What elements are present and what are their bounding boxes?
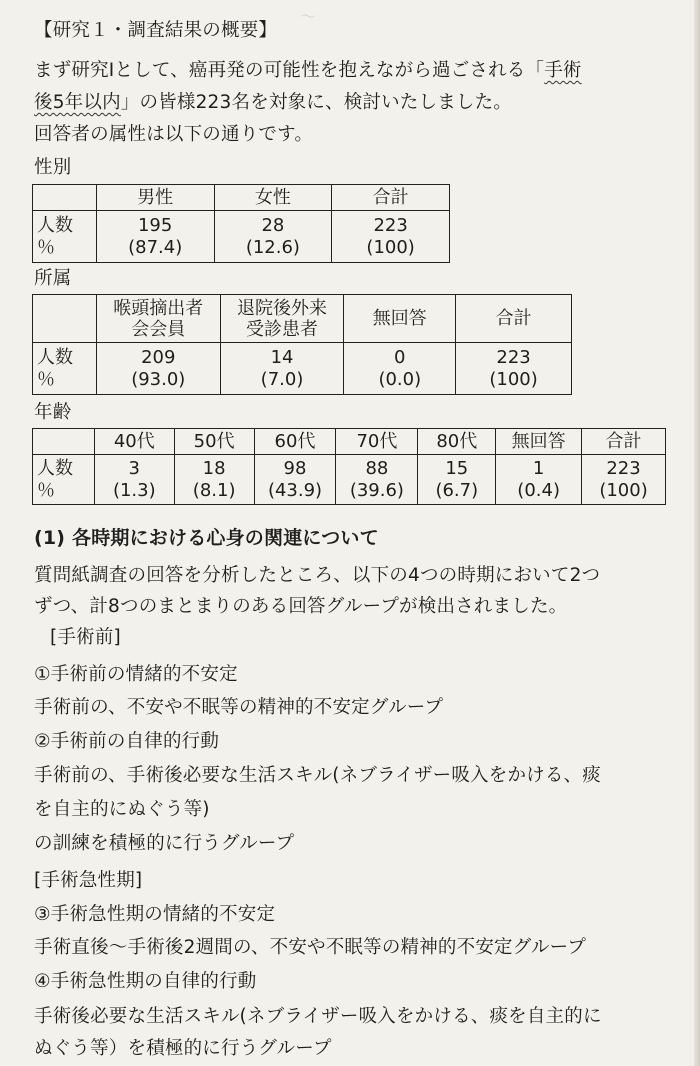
affiliation-total-cell: 223 (100) [456,343,572,395]
affiliation-no-answer-cell: 0 (0.0) [344,343,456,395]
gender-row-labels [33,211,97,263]
affiliation-header-no-answer: 無回答 [344,295,456,343]
affiliation-data-row [33,343,572,395]
pct-label: ％ [37,236,55,258]
count-label: 人数 [37,457,73,479]
gender-header-total: 合計 [332,185,450,211]
age-header-total: 合計 [582,429,666,455]
age-header-row [33,429,666,455]
pre-op-header: [手術前] [50,627,121,648]
age-table [32,428,666,505]
item4-title: ④手術急性期の自律的行動 [34,971,257,992]
affiliation-outpatient-cell: 14 (7.0) [220,343,344,395]
cell-pct: (12.6) [245,236,300,258]
cell-pct: (100) [366,236,415,258]
gender-header-row [33,185,450,211]
item2-description-line-1: 手術前の、手術後必要な生活スキル(ネブライザー吸入をかける、痰 [34,765,601,786]
item3-title: ③手術急性期の情緒的不安定 [34,904,276,925]
age-header-blank [33,429,95,455]
item2-title: ②手術前の自律的行動 [34,731,220,752]
age-label: 年齢 [34,402,72,423]
section1-paragraph-line-1: 質問紙調査の回答を分析したところ、以下の4つの時期において2つ [34,565,601,586]
show-through-text: 〜 [300,7,317,26]
cell-count: 28 [261,214,285,236]
age-header-70s: 70代 [336,429,418,455]
intro-line-3: 回答者の属性は以下の通りです。 [34,124,314,145]
gender-male-cell [96,211,214,263]
gender-data-row [33,211,450,263]
intro-emphasis-2: 後5年以内 [34,92,121,113]
affiliation-association-cell: 209 (93.0) [96,343,220,395]
intro-line-2-text: 」の皆様223名を対象に、検討いたしました。 [120,92,512,113]
item2-description-line-2: を自主的にぬぐう等) [34,799,210,820]
gender-header-male: 男性 [96,185,214,211]
age-40s-cell: 3 (1.3) [94,455,174,505]
age-header-no-answer: 無回答 [496,429,582,455]
gender-label: 性別 [34,157,72,178]
affiliation-row-labels [33,343,97,395]
gender-female-cell [214,211,332,263]
item4-description-line-1: 手術後必要な生活スキル(ネブライザー吸入をかける、痰を自主的に [34,1006,602,1027]
acute-header: [手術急性期] [34,870,143,891]
page-edge-shadow [694,0,700,1066]
affiliation-header-outpatient: 退院後外来 受診患者 [220,295,344,343]
affiliation-header-row [33,295,572,343]
age-80s-cell: 15 (6.7) [418,455,496,505]
age-50s-cell: 18 (8.1) [174,455,254,505]
age-row-labels [33,455,95,505]
age-header-80s: 80代 [418,429,496,455]
age-total-cell: 223 (100) [582,455,666,505]
age-70s-cell: 88 (39.6) [336,455,418,505]
age-header-60s: 60代 [254,429,336,455]
item4-description-line-2: ぬぐう等）を積極的に行うグループ [34,1038,332,1059]
section1-heading: (1) 各時期における心身の関連について [34,527,379,549]
age-60s-cell: 98 (43.9) [254,455,336,505]
item2-description-line-3: の訓練を積極的に行うグループ [34,833,295,854]
section-title: 【研究１・調査結果の概要】 [34,20,278,41]
gender-header-female: 女性 [214,185,332,211]
item3-description: 手術直後～手術後2週間の、不安や不眠等の精神的不安定グループ [34,937,587,958]
item1-description: 手術前の、不安や不眠等の精神的不安定グループ [34,697,444,718]
cell-pct: (87.4) [128,236,183,258]
age-data-row [33,455,666,505]
age-no-answer-cell: 1 (0.4) [496,455,582,505]
gender-table [32,184,450,263]
gender-total-cell [332,211,450,263]
age-header-50s: 50代 [174,429,254,455]
affiliation-table [32,294,572,395]
affiliation-header-blank [33,295,97,343]
pct-label: ％ [37,479,55,501]
gender-header-blank [33,185,97,211]
count-label: 人数 [37,346,73,368]
intro-line-2 [34,90,512,116]
age-header-40s: 40代 [94,429,174,455]
cell-count: 195 [137,214,173,236]
intro-emphasis-1: 手術 [544,60,582,81]
item1-title: ①手術前の情緒的不安定 [34,664,238,685]
affiliation-header-association: 喉頭摘出者 会会員 [96,295,220,343]
pct-label: ％ [37,368,55,390]
cell-count: 223 [373,214,408,236]
affiliation-label: 所属 [34,268,72,289]
intro-line-1-text: まず研究Ⅰとして、癌再発の可能性を抱えながら過ごされる「 [34,60,545,81]
intro-line-1 [34,58,582,84]
count-label: 人数 [37,214,73,236]
affiliation-header-total: 合計 [456,295,572,343]
section1-paragraph-line-2: ずつ、計8つのまとまりのある回答グループが検出されました。 [34,596,568,617]
